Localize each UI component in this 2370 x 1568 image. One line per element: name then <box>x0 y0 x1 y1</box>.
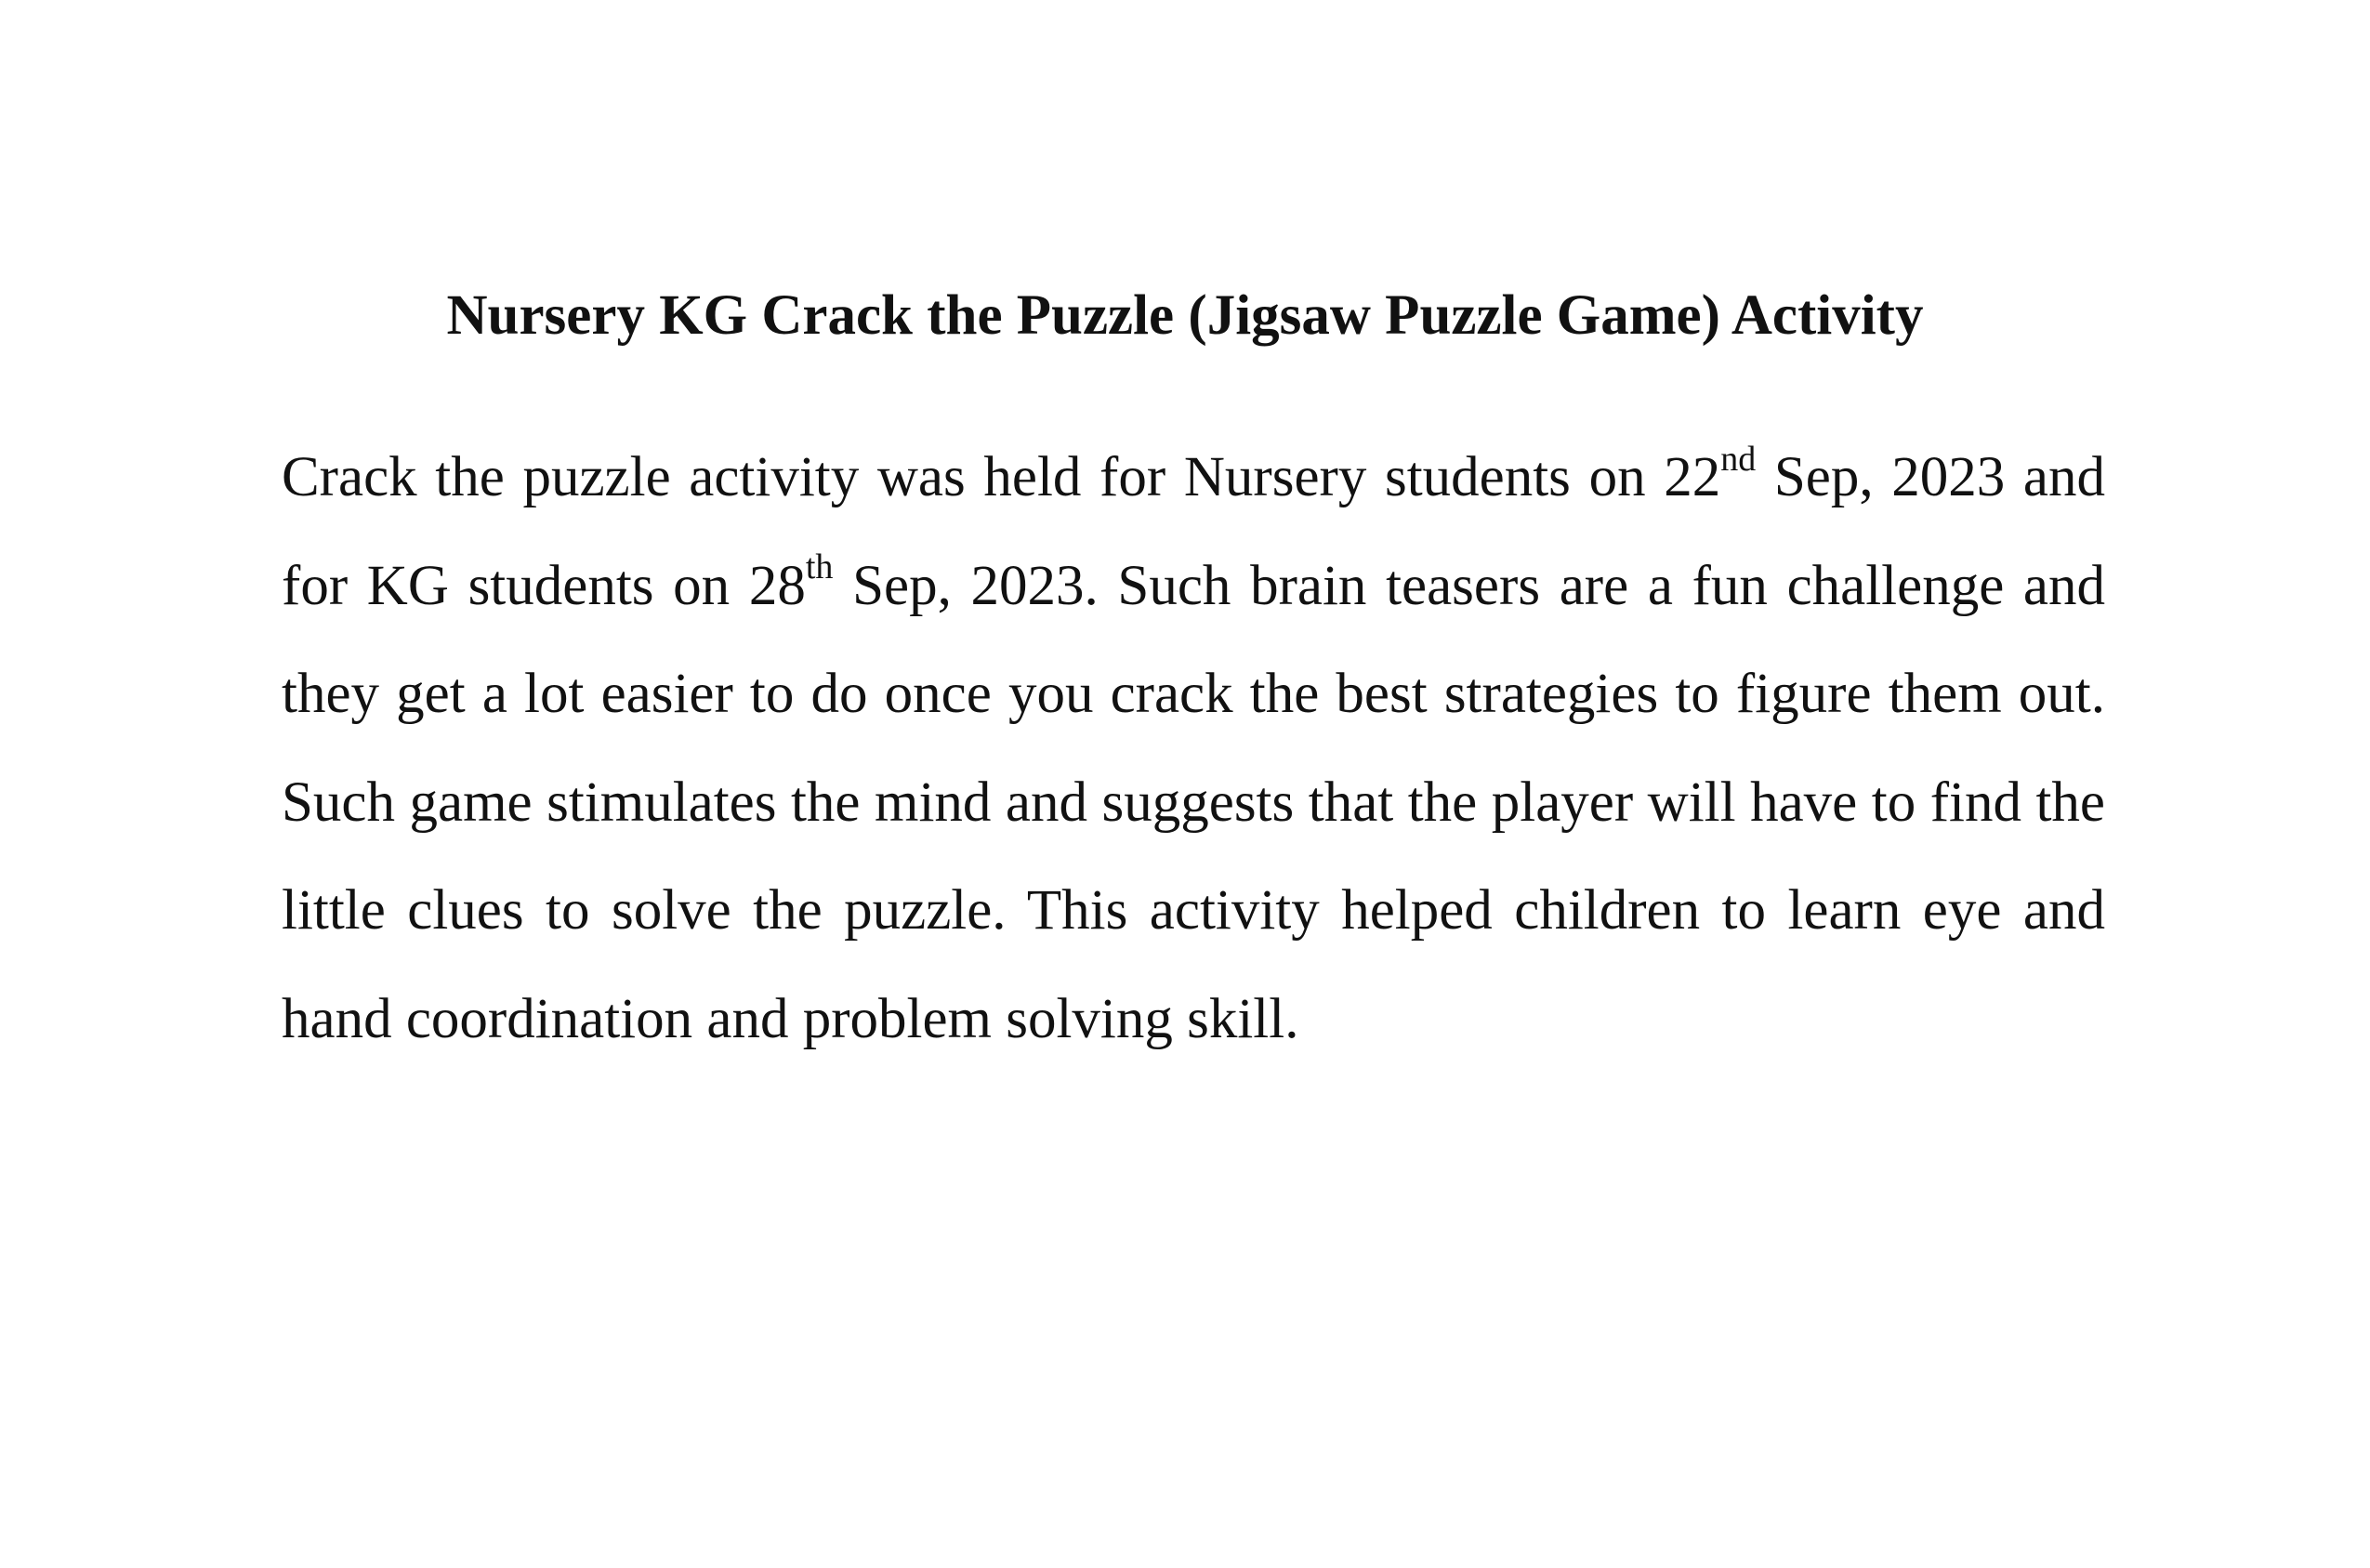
document-title: Nursery KG Crack the Puzzle (Jigsaw Puzzle Game) Activity <box>446 284 1924 347</box>
paragraph-text-part-2: Sep, 2023 and for KG students on 28 <box>282 446 2105 617</box>
ordinal-suffix-nd: nd <box>1720 439 1757 479</box>
body-paragraph <box>282 424 2105 1074</box>
paragraph-text-part-3: Sep, 2023. Such brain teasers are a fun challenge and they get a lot easier to do once you crack the best strategies to figure them out. Such game stimulates the mind and suggests that the player will have to find the little clues to solve the puzzle. This activity helped children to learn eye and hand coordination and problem solving skill. <box>282 554 2106 1050</box>
ordinal-suffix-th: th <box>805 547 834 587</box>
paragraph-text-part-1: Crack the puzzle activity was held for Nursery students on 22 <box>282 446 1721 508</box>
